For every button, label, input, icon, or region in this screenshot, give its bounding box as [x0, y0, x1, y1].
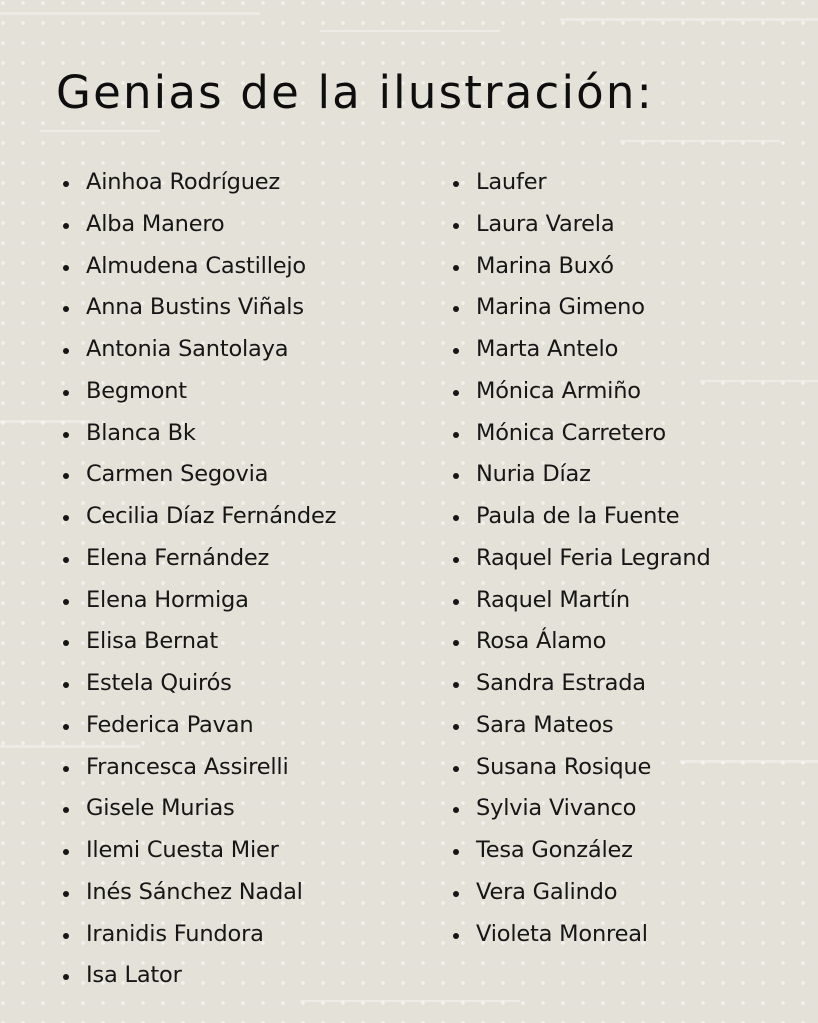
list-item-label: Elena Fernández — [86, 544, 270, 571]
list-item-label: Iranidis Fundora — [86, 920, 264, 947]
list-item-label: Blanca Bk — [86, 419, 196, 446]
list-item-label: Isa Lator — [86, 962, 182, 989]
bullet-icon — [63, 974, 69, 980]
bullet-icon — [453, 348, 459, 354]
list-item — [62, 788, 336, 830]
list-item-label: Begmont — [86, 377, 187, 404]
bullet-icon — [63, 807, 69, 813]
list-item — [452, 246, 711, 288]
list-item — [452, 538, 711, 580]
list-item — [62, 329, 336, 371]
list-item — [452, 454, 711, 496]
list-item — [62, 621, 336, 663]
list-item-label: Inés Sánchez Nadal — [86, 878, 303, 905]
list-item — [62, 496, 336, 538]
bullet-icon — [63, 640, 69, 646]
bullet-icon — [453, 432, 459, 438]
list-item-label: Estela Quirós — [86, 670, 232, 696]
bullet-icon — [453, 515, 459, 521]
list-item — [62, 747, 336, 789]
bullet-icon — [63, 933, 69, 939]
names-list-left — [62, 162, 336, 997]
bullet-icon — [453, 223, 459, 229]
list-item — [62, 872, 336, 914]
list-item-label: Raquel Martín — [476, 586, 630, 613]
bullet-icon — [453, 682, 459, 688]
bullet-icon — [63, 265, 69, 271]
list-item — [62, 413, 336, 455]
list-item — [62, 663, 336, 705]
list-item-label: Violeta Monreal — [476, 920, 648, 947]
list-item — [452, 788, 711, 830]
list-item-label: Federica Pavan — [86, 711, 254, 738]
list-item-label: Mónica Armiño — [476, 377, 641, 404]
list-item — [452, 329, 711, 371]
list-item-label: Ilemi Cuesta Mier — [86, 837, 279, 863]
list-item — [62, 371, 336, 413]
list-item — [452, 580, 711, 622]
list-item — [62, 580, 336, 622]
bullet-icon — [63, 515, 69, 521]
list-item — [452, 496, 711, 538]
bullet-icon — [453, 807, 459, 813]
list-item-label: Paula de la Fuente — [476, 503, 680, 529]
bullet-icon — [63, 682, 69, 688]
bullet-icon — [453, 265, 459, 271]
list-item — [452, 747, 711, 789]
list-item — [452, 287, 711, 329]
list-item-label: Raquel Feria Legrand — [476, 544, 711, 571]
bullet-icon — [453, 306, 459, 312]
list-item-label: Susana Rosique — [476, 753, 652, 780]
list-item-label: Sara Mateos — [476, 711, 614, 738]
bullet-icon — [63, 181, 69, 187]
list-item-label: Anna Bustins Viñals — [86, 294, 304, 321]
bullet-icon — [63, 306, 69, 312]
list-item-label: Elena Hormiga — [86, 586, 249, 613]
list-item — [62, 705, 336, 747]
list-item — [62, 246, 336, 288]
names-list-right — [452, 162, 711, 955]
list-item-label: Antonia Santolaya — [86, 336, 289, 362]
list-item-label: Carmen Segovia — [86, 461, 269, 488]
bullet-icon — [63, 849, 69, 855]
list-item — [452, 914, 711, 956]
bullet-icon — [63, 766, 69, 772]
bullet-icon — [63, 223, 69, 229]
list-item — [452, 621, 711, 663]
bullet-icon — [453, 849, 459, 855]
bullet-icon — [63, 724, 69, 730]
bullet-icon — [63, 473, 69, 479]
list-item-label: Sylvia Vivanco — [476, 795, 637, 822]
list-item-label: Alba Manero — [86, 210, 225, 237]
list-item — [452, 413, 711, 455]
bullet-icon — [63, 557, 69, 563]
bullet-icon — [63, 891, 69, 897]
bullet-icon — [63, 432, 69, 438]
list-item — [62, 204, 336, 246]
bullet-icon — [453, 473, 459, 479]
list-item — [62, 830, 336, 872]
page-title: Genias de la ilustración: — [56, 66, 654, 119]
bullet-icon — [63, 348, 69, 354]
list-item-label: Laufer — [476, 169, 547, 195]
list-item — [62, 538, 336, 580]
list-item — [452, 162, 711, 204]
list-item-label: Cecilia Díaz Fernández — [86, 503, 337, 529]
bullet-icon — [453, 891, 459, 897]
list-item — [452, 705, 711, 747]
list-item-label: Vera Galindo — [476, 878, 618, 905]
list-item-label: Almudena Castillejo — [86, 252, 307, 279]
list-item-label: Nuria Díaz — [476, 461, 591, 488]
bullet-icon — [63, 599, 69, 605]
list-item-label: Marina Gimeno — [476, 294, 645, 321]
list-item — [452, 204, 711, 246]
list-item — [452, 371, 711, 413]
list-item-label: Rosa Álamo — [476, 628, 607, 655]
bullet-icon — [63, 390, 69, 396]
list-item-label: Tesa González — [476, 837, 633, 863]
list-item-label: Francesca Assirelli — [86, 753, 289, 780]
bullet-icon — [453, 181, 459, 187]
bullet-icon — [453, 933, 459, 939]
list-item-label: Mónica Carretero — [476, 419, 666, 446]
list-item-label: Sandra Estrada — [476, 670, 646, 696]
bullet-icon — [453, 390, 459, 396]
list-item-label: Marta Antelo — [476, 336, 619, 362]
list-item-label: Gisele Murias — [86, 795, 235, 822]
list-item — [62, 454, 336, 496]
list-item-label: Laura Varela — [476, 210, 615, 237]
bullet-icon — [453, 599, 459, 605]
list-item — [452, 830, 711, 872]
list-item-label: Marina Buxó — [476, 252, 614, 279]
list-item — [452, 663, 711, 705]
bullet-icon — [453, 640, 459, 646]
bullet-icon — [453, 724, 459, 730]
list-item — [62, 914, 336, 956]
list-item-label: Elisa Bernat — [86, 628, 218, 655]
list-item — [62, 955, 336, 997]
bullet-icon — [453, 557, 459, 563]
list-item — [62, 162, 336, 204]
bullet-icon — [453, 766, 459, 772]
list-item-label: Ainhoa Rodríguez — [86, 169, 281, 195]
list-item — [62, 287, 336, 329]
list-item — [452, 872, 711, 914]
